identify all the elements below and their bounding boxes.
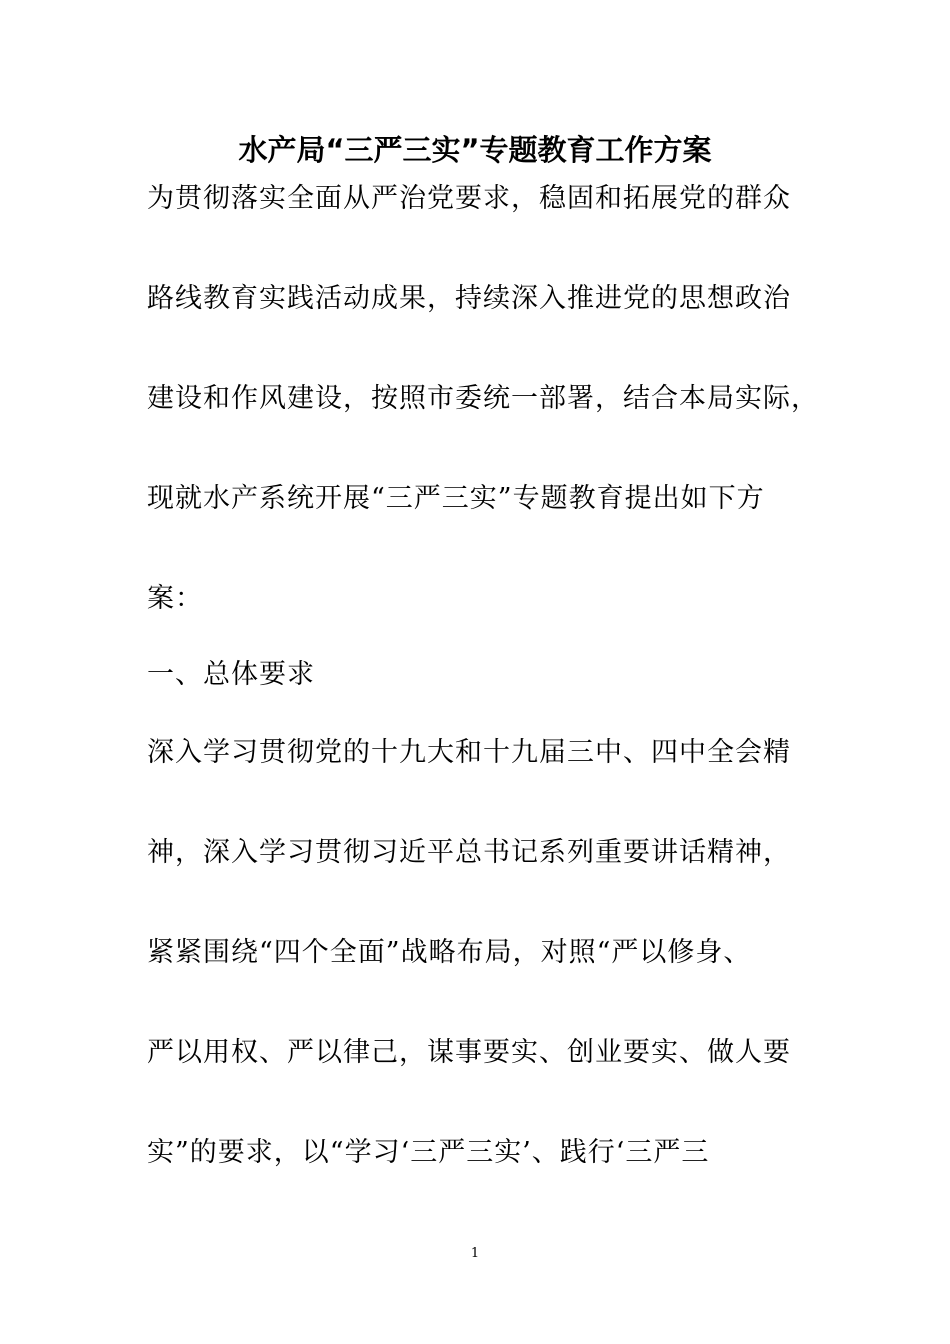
- body-line: 路线教育实践活动成果，持续深入推进党的思想政治: [147, 283, 791, 314]
- body-line: 为贯彻落实全面从严治党要求，稳固和拓展党的群众: [147, 183, 791, 214]
- document-title: 水产局“三严三实”专题教育工作方案: [238, 133, 712, 167]
- body-line: 实”的要求，以“学习‘三严三实’、践行‘三严三: [147, 1137, 710, 1168]
- body-line: 严以用权、严以律己，谋事要实、创业要实、做人要: [147, 1037, 791, 1068]
- section-heading: 一、总体要求: [147, 659, 315, 690]
- page-number: 1: [470, 1246, 480, 1261]
- body-line: 案：: [147, 583, 203, 614]
- body-line: 深入学习贯彻党的十九大和十九届三中、四中全会精: [147, 737, 791, 768]
- body-line: 建设和作风建设，按照市委统一部署，结合本局实际，: [147, 383, 819, 414]
- body-line: 现就水产系统开展“三严三实”专题教育提出如下方: [147, 483, 765, 514]
- body-line: 紧紧围绕“四个全面”战略布局，对照“严以修身、: [147, 937, 752, 968]
- body-line: 神，深入学习贯彻习近平总书记系列重要讲话精神，: [147, 837, 791, 868]
